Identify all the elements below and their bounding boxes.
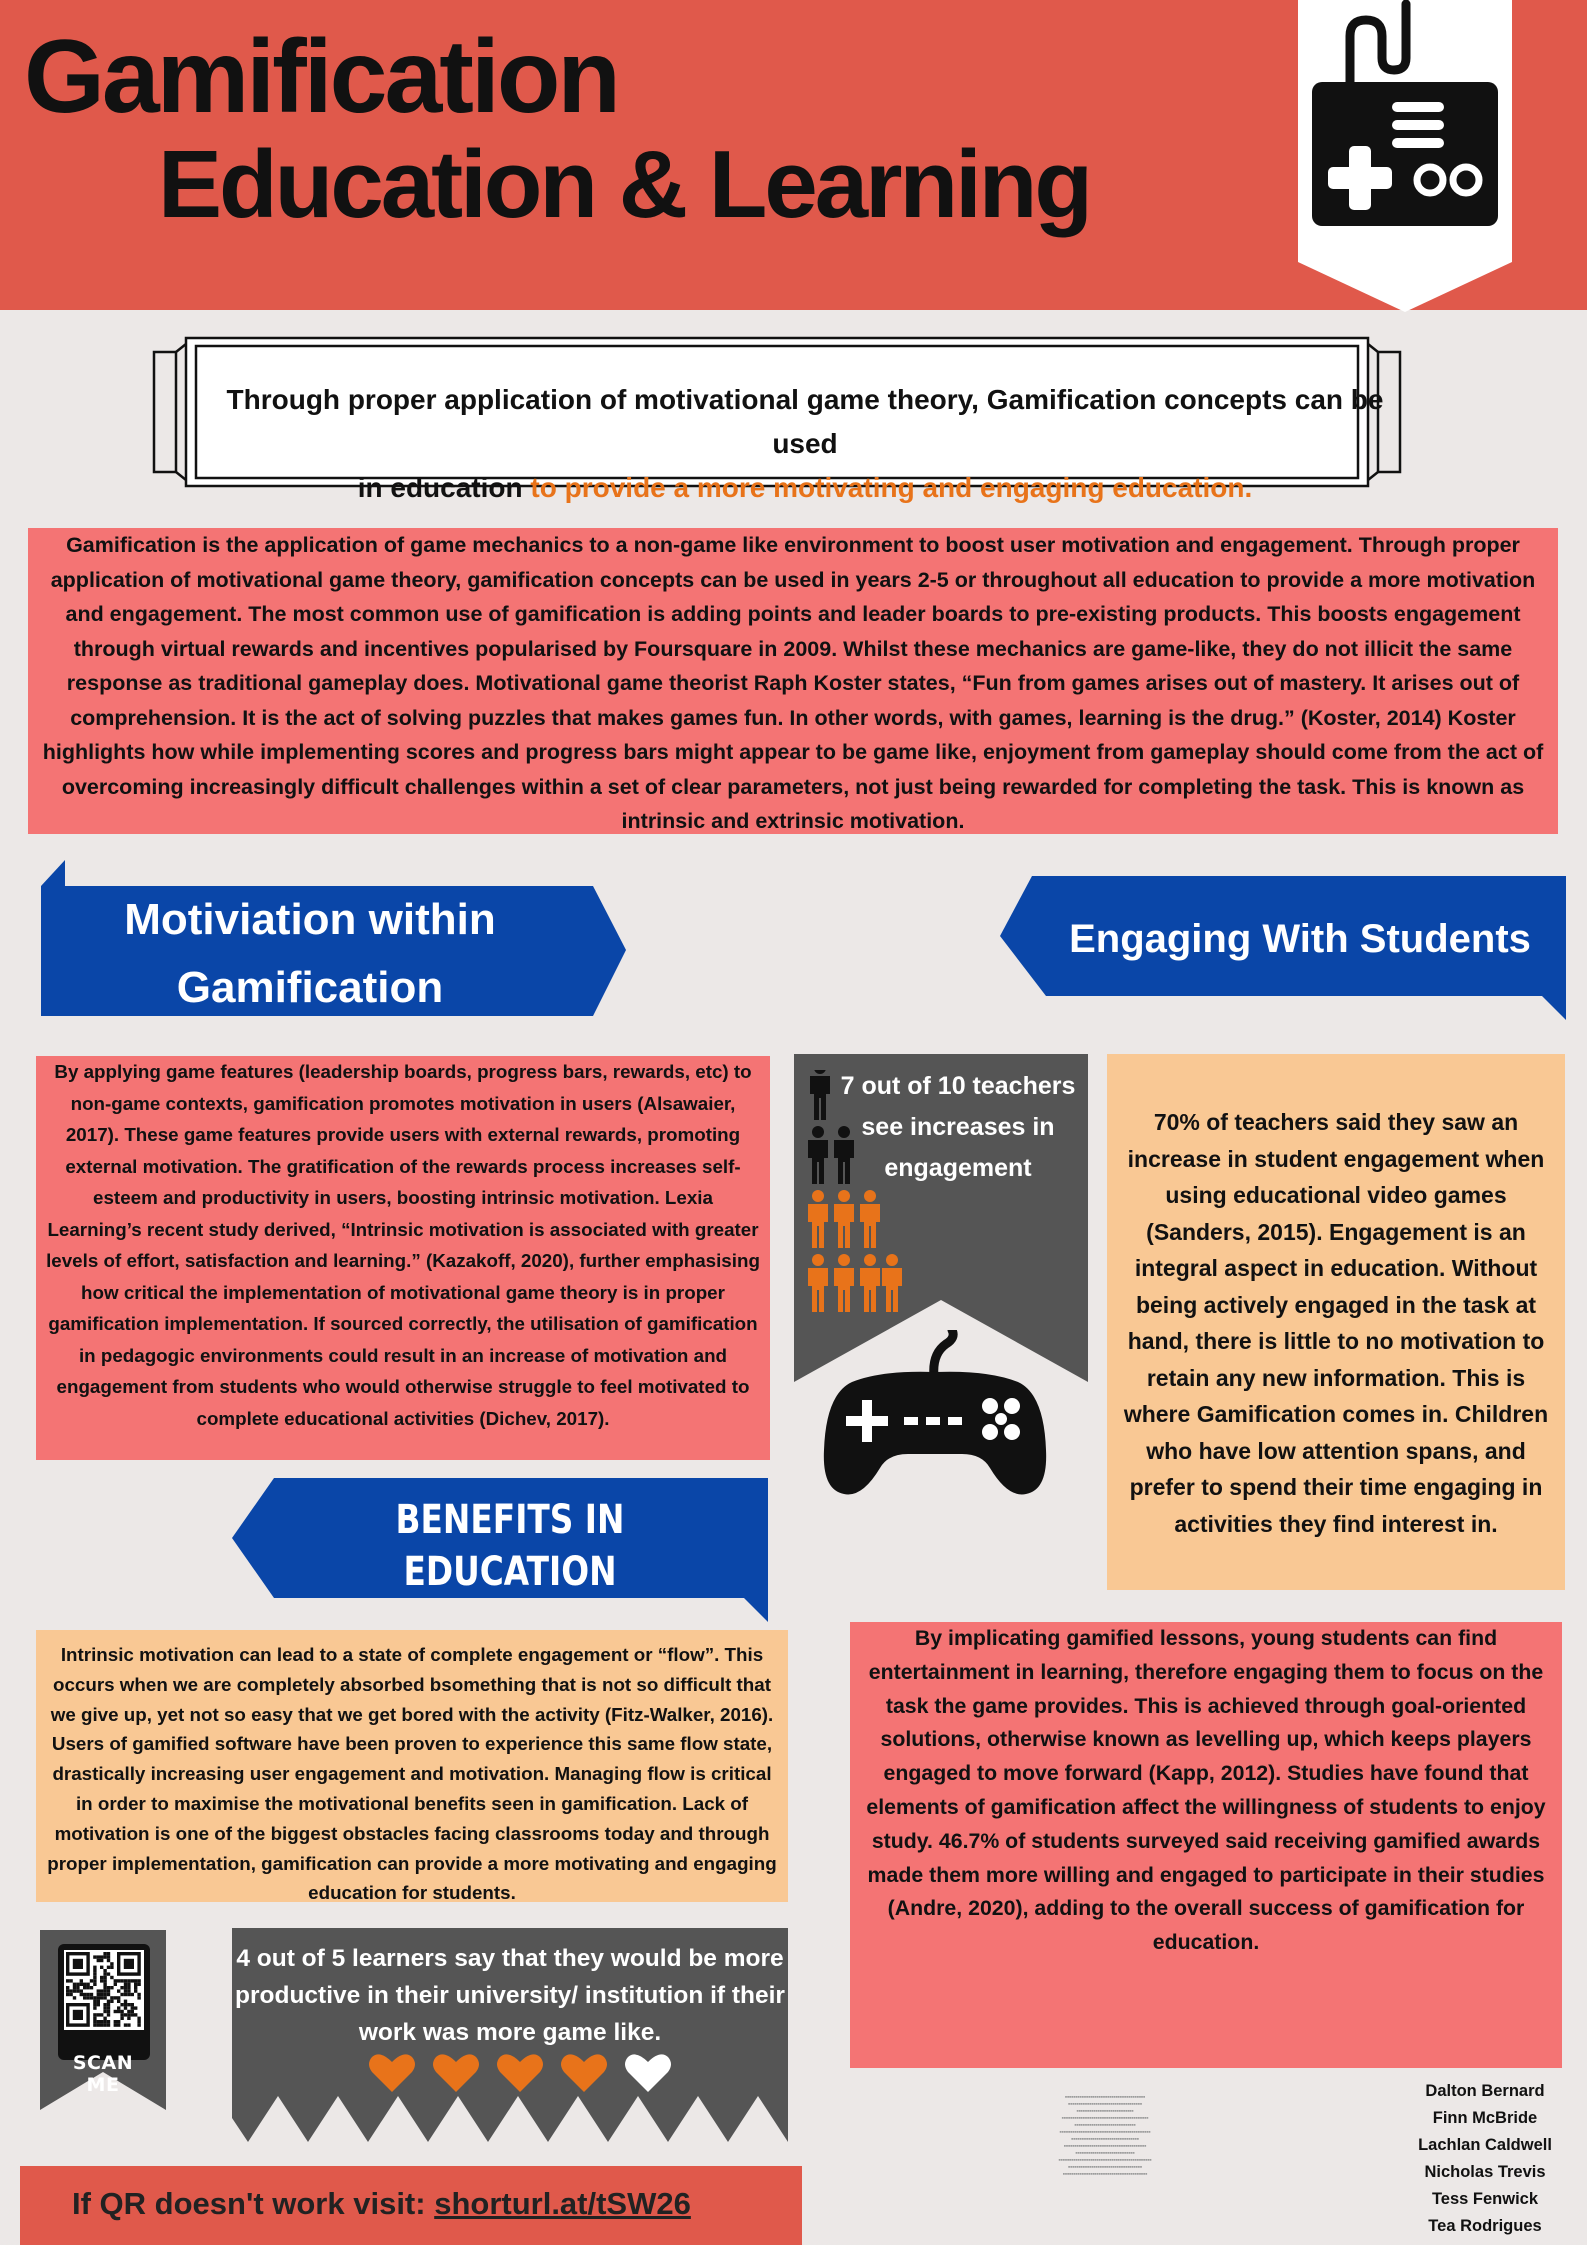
motivation-paragraph: By applying game features (leadership boards, progress bars, rewards, etc) to non-game contexts, gamification promotes motivation in users (Alsawaier, 2017). These game features provide users with external rewards, promoting external motivation. The gratification of the rewards process increases self-esteem and productivity in users, boosting intrinsic motivation. Lexia Learning’s recent study derived, “Intrinsic motivation is associated with greater levels of effort, satisfaction and learning.” (Kazakoff, 2020), further emphasising how critical the implementation of motivational game theory is in proper gamification implementation. If sourced correctly, the utilisation of gamification in pedagogic environments could result in an increase of motivation and engagement from students who would otherwise struggle to feel motivated to complete educational activities (Dichev, 2017). — [36, 1056, 770, 1460]
credit-name: Finn McBride — [1432, 2109, 1538, 2127]
credit-name: Tea Rodrigues — [1428, 2217, 1542, 2235]
hearts-rating — [362, 2044, 682, 2104]
motivation-heading: Motiviation within Gamification — [124, 895, 496, 1012]
heart-filled-icon — [369, 2054, 415, 2092]
scan-me-label: SCAN ME — [72, 2052, 134, 2096]
heart-filled-icon — [561, 2054, 607, 2092]
heart-empty-icon — [625, 2054, 671, 2092]
title-line-2: Education & Learning — [158, 131, 1091, 238]
controller-banner — [1298, 0, 1512, 312]
quote-line-2-prefix: in education — [357, 472, 531, 503]
benefits-heading: BENEFITS IN EDUCATION — [395, 1497, 625, 1595]
references: ■■■■■■■■■■■■■■■■■■■■■■■■■■■■■■■■■■■■■■ ■■■■■■■■■■■■■■■■■■■■■■■■■■■■■■■■■■■ ■■■■■■■■■■■■■■■■■■■■■■■■■■■ ■■■■■■■■■■■■■■■■■■■■■■■■■■■■■■■■■■■■■■■■■ ■■■■■■■■■■■■■■■■■■■■■■■■■■■■■ ■■■■■■■■■■■■■■■■■■■■■■■■■■■■■■■■■■■■■■■■■■■ ■■■■■■■■■■■■■■■■■■■■■■■■■■■■■■■■ ■■■■■■■■■■■■■■■■■■■■■■■■■■■■■■■■■■■■■■■ ■■■■■■■■■■■■■■■■■■■■■■■■■■■■ ■■■■■■■■■■■■■■■■■■■■■■■■■■■■■■■■■■■■■■■■■■■■ ■■■■■■■■■■■■■■■■■■■■■■■■■■■■■■■■■■■ ■■■■■■■■■■■■■■■■■■■■■■■■■■■■■■■■■■■■■■■■ — [1058, 2095, 1152, 2176]
person-icon — [808, 1126, 828, 1184]
teacher-figures — [800, 1070, 940, 1332]
person-icon — [860, 1254, 880, 1312]
engaging-heading: Engaging With Students — [1069, 917, 1531, 961]
gamepad-icon — [822, 1330, 1048, 1500]
qr-note-prefix: If QR doesn't work visit: — [72, 2186, 435, 2221]
quote-highlight: to provide a more motivating and engaging education. — [530, 472, 1253, 503]
credit-name: Dalton Bernard — [1425, 2082, 1545, 2100]
qr-link[interactable]: shorturl.at/tSW26 — [434, 2186, 691, 2221]
person-icon — [834, 1126, 854, 1184]
person-icon — [860, 1190, 880, 1248]
heart-filled-icon — [497, 2054, 543, 2092]
credit-name: Tess Fenwick — [1431, 2190, 1539, 2208]
person-icon — [808, 1254, 828, 1312]
credit-name: Lachlan Caldwell — [1418, 2136, 1552, 2154]
person-icon — [834, 1254, 854, 1312]
teacher-stat-text: 7 out of 10 teachers see increases in engagement — [840, 1072, 1076, 1182]
engaging-paragraph: 70% of teachers said they saw an increase in student engagement when using educational video games (Sanders, 2015). Engagement is an integral aspect in education. Without being actively engaged in the task at hand, there is little to no motivation to retain any new information. This is where Gamification comes in. Children who have low attention spans, and prefer to spend their time engaging in activities they find interest in. — [1107, 1054, 1565, 1590]
quote-text — [190, 378, 1420, 510]
credit-name: Nicholas Trevis — [1424, 2163, 1546, 2181]
credits — [1390, 2078, 1580, 2240]
intro-paragraph: Gamification is the application of game mechanics to a non-game like environment to boost user motivation and engagement. Through proper application of motivational game theory, gamification concepts can be used in years 2-5 or throughout all education to provide a more motivation and engagement. The most common use of gamification is adding points and leader boards to pre-existing products. This boosts engagement through virtual rewards and incentives popularised by Foursquare in 2009. Whilst these mechanics are game-like, they do not illicit the same response as traditional gameplay does. Motivational game theorist Raph Koster states, “Fun from games arises out of mastery. It arises out of comprehension. It is the act of solving puzzles that makes games fun. In other words, with games, learning is the drug.” (Koster, 2014) Koster highlights how while implementing scores and progress bars might appear to be game like, enjoyment from gameplay should come from the act of overcoming increasingly difficult challenges within a set of clear parameters, not just being rewarded for completing the task. This is known as intrinsic and extrinsic motivation. — [28, 528, 1558, 834]
quote-line-1: Through proper application of motivational game theory, Gamification concepts can be used — [226, 384, 1384, 459]
gamified-lessons-paragraph: By implicating gamified lessons, young students can find entertainment in learning, therefore engaging them to focus on the task the game provides. This is achieved through goal-oriented solutions, otherwise known as levelling up, which keeps players engaged to move forward (Kapp, 2012). Studies have found that elements of gamification affect the willingness of students to enjoy study. 46.7% of students surveyed said receiving gamified awards made them more willing and engaged to participate in their studies (Andre, 2020), adding to the overall success of gamification for education. — [850, 1622, 1562, 2068]
title-line-1: Gamification — [24, 19, 618, 135]
learner-stat-text: 4 out of 5 learners say that they would be more productive in their university/ institution if their work was more game like. — [235, 1945, 785, 2046]
person-icon — [810, 1070, 830, 1120]
heart-filled-icon — [433, 2054, 479, 2092]
benefits-paragraph: Intrinsic motivation can lead to a state of complete engagement or “flow”. This occurs when we are completely absorbed bsomething that is not so difficult that we give up, yet not so easy that we get bored with the activity (Fitz-Walker, 2016). Users of gamified software have been proven to experience this same flow state, drastically increasing user engagement and motivation. Managing flow is critical in order to maximise the motivational benefits seen in gamification. Lack of motivation is one of the biggest obstacles facing classrooms today and through proper implementation, gamification can provide a more motivating and engaging education for students. — [36, 1630, 788, 1902]
qr-note — [72, 2186, 691, 2222]
person-icon — [834, 1190, 854, 1248]
person-icon — [882, 1254, 902, 1312]
person-icon — [808, 1190, 828, 1248]
